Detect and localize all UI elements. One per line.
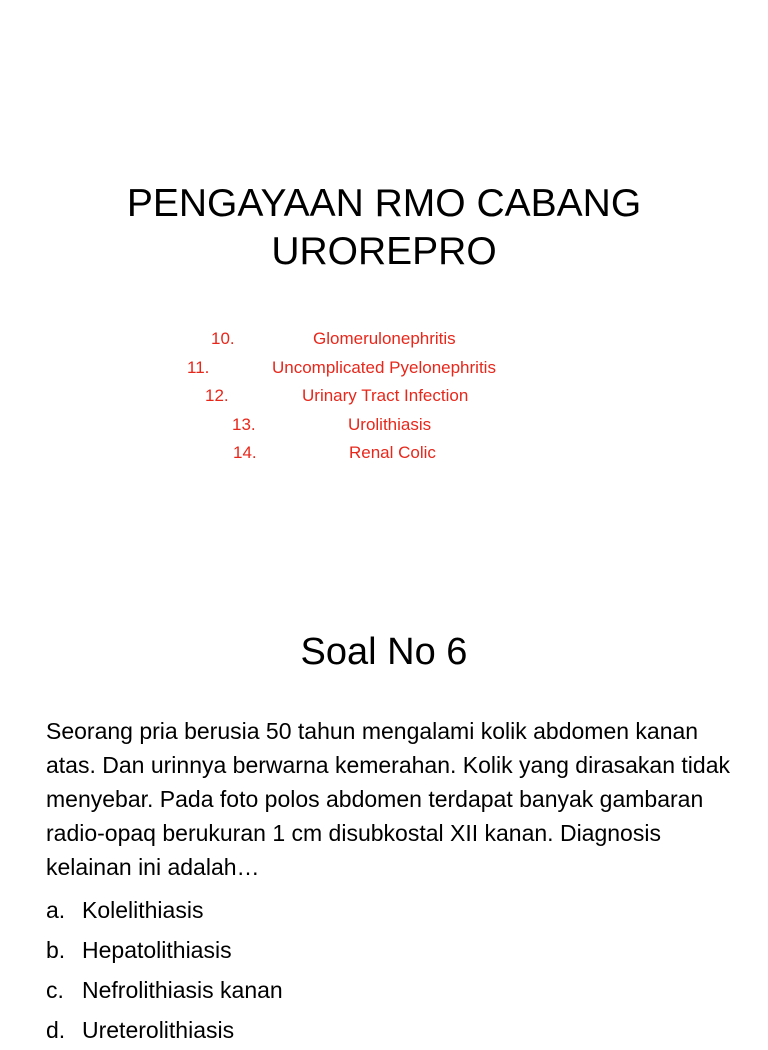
answer-option-b [46, 930, 736, 970]
slide-question [0, 560, 768, 1043]
slide-title [0, 180, 768, 276]
question-text: Seorang pria berusia 50 tahun mengalami kolik abdomen kanan atas. Dan urinnya berwarna kemerahan. Kolik yang dirasakan tidak menyebar. Pada foto polos abdomen terdapat banyak gambaran radio-opaq berukuran 1 cm disubkostal XII kanan. Diagnosis kelainan ini adalah… [46, 718, 730, 880]
answer-letter: b. [46, 937, 66, 963]
answer-text: Nefrolithiasis kanan [82, 977, 283, 1003]
topic-number: 10. [211, 329, 235, 348]
answer-letter: d. [46, 1017, 66, 1043]
question-title: Soal No 6 [300, 631, 468, 673]
topic-label: Urinary Tract Infection [302, 386, 469, 405]
answer-list [46, 890, 736, 1050]
topic-item [0, 354, 768, 383]
topic-item [0, 411, 768, 440]
topic-list [0, 325, 768, 468]
topic-number: 14. [233, 443, 257, 462]
answer-text: Kolelithiasis [82, 897, 204, 923]
answer-letter: a. [46, 897, 66, 923]
answer-option-a [46, 890, 736, 930]
title-line-2: UROREPRO [271, 230, 497, 273]
topic-number: 12. [205, 386, 229, 405]
title-line-1: PENGAYAAN RMO CABANG [126, 182, 642, 225]
answer-option-d [46, 1010, 736, 1050]
topic-number: 11. [187, 357, 210, 377]
topic-item [0, 382, 768, 411]
topic-label: Glomerulonephritis [313, 329, 456, 348]
topic-label: Renal Colic [349, 443, 436, 462]
answer-text: Hepatolithiasis [82, 937, 232, 963]
answer-option-c [46, 970, 736, 1010]
answer-text: Ureterolithiasis [82, 1017, 235, 1043]
answer-letter: c. [46, 977, 64, 1003]
topic-label: Urolithiasis [348, 414, 432, 434]
topic-item [0, 439, 768, 468]
topic-number: 13. [232, 414, 256, 434]
topic-label: Uncomplicated Pyelonephritis [272, 357, 496, 377]
topic-item [0, 325, 768, 354]
